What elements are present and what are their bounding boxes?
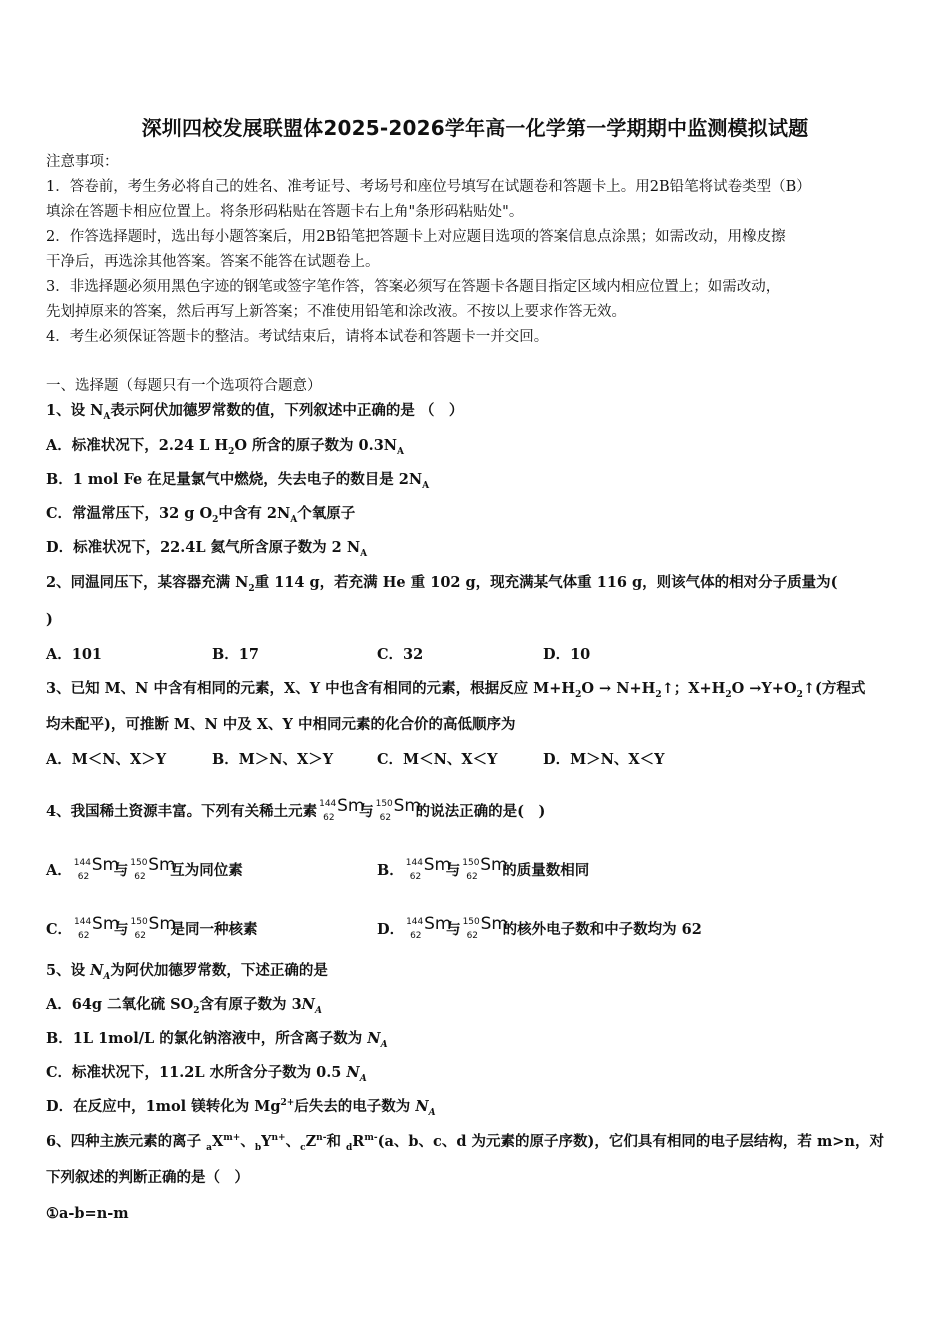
question-3-stem: 3、已知 M、N 中含有相同的元素，X、Y 中也含有相同的元素，根据反应 $M+H_2O$ → $N+H_2↑$；$X+H_2O$ $\to Y+O_2↑$(方程式 [46,680,866,700]
question-1-stem: 1、设 $N_A$表示阿伏加德罗常数的值，下列叙述中正确的是 （ ） [46,402,464,422]
notice-line: 干净后，再选涂其他答案。答案不能答在试题卷上。 [46,254,380,270]
question-6-item-1: ①a-b=n-m [46,1205,129,1222]
question-3-option-b: B．M＞N、X＞Y [212,751,334,768]
question-1-option-b: B．1 mol Fe 在足量氯气中燃烧，失去电子的数目是 $2N_A$ [46,471,430,491]
question-6-stem: 6、四种主族元素的离子 $_aX^{m+}$、$_bY^{n+}$、$_cZ^{n-}$和 $_dR^{m-}(a$、b、c、d 为元素的原子序数)，它们具有相同的电子层结构，若 m>n，对 [46,1133,884,1153]
notice-line: 填涂在答题卡相应位置上。将条形码粘贴在答题卡右上角"条形码粘贴处"。 [46,204,524,220]
question-5-option-a: A．64g 二氧化硫 $SO_2$含有原子数为 $3N_A$ [46,996,322,1016]
isotope-sm-150: 150 62 Sm [375,796,421,823]
question-6-stem-cont: 下列叙述的判断正确的是（ ） [46,1169,249,1186]
question-1-option-d: D．标准状况下，22.4L 氦气所含原子数为 2 $N_A$ [46,539,368,559]
notice-heading: 注意事项： [46,154,119,170]
question-5-option-b: B．1L 1mol/L 的氯化钠溶液中，所含离子数为 $N_A$ [46,1030,388,1050]
isotope-sm-150: 150 62 Sm [130,855,176,882]
question-3-stem-cont: 均未配平)，可推断 M、N 中及 X、Y 中相同元素的化合价的高低顺序为 [46,716,516,733]
notice-line: 1．答卷前，考生务必将自己的姓名、准考证号、考场号和座位号填写在试题卷和答题卡上。用2B铅笔将试卷类型（B） [46,179,811,195]
page-title: 深圳四校发展联盟体2025-2026学年高一化学第一学期期中监测模拟试题 [141,116,809,140]
isotope-sm-144: 144 62 Sm [405,855,452,882]
question-2-option-c: C．32 [377,646,424,663]
isotope-sm-150: 150 62 Sm [130,914,176,941]
question-2-option-d: D．10 [543,646,591,663]
question-3-option-a: A．M＜N、X＞Y [46,751,167,768]
isotope-sm-150: 150 62 Sm [462,855,508,882]
question-4-option-c: C． 144 62 Sm 与 150 62 Sm 是同一种核素 [46,914,258,941]
isotope-sm-150: 150 62 Sm [462,914,508,941]
question-2-stem-end: ) [46,611,53,628]
question-3-option-d: D．M＞N、X＜Y [543,751,665,768]
question-3-option-c: C．M＜N、X＜Y [377,751,498,768]
isotope-sm-144: 144 62 Sm [406,914,452,941]
question-4-option-d: D． 144 62 Sm 与 150 62 Sm 的核外电子数和中子数均为 62 [377,914,702,941]
question-1-option-c: C．常温常压下，32 g $O_2$中含有 $2N_A$个氧原子 [46,505,356,525]
isotope-sm-144: 144 62 Sm [73,855,120,882]
section-heading: 一、选择题（每题只有一个选项符合题意） [46,378,322,394]
notice-line: 先划掉原来的答案，然后再写上新答案；不准使用铅笔和涂改液。不按以上要求作答无效。 [46,304,626,320]
question-2-option-b: B．17 [212,646,259,663]
isotope-sm-144: 144 62 Sm [74,914,120,941]
question-5-option-c: C．标准状况下，11.2L 水所含分子数为 0.5 $N_A$ [46,1064,367,1084]
notice-line: 2．作答选择题时，选出每小题答案后，用2B铅笔把答题卡上对应题目选项的答案信息点涂黑；如需改动，用橡皮擦 [46,229,786,245]
notice-line: 4．考生必须保证答题卡的整洁。考试结束后，请将本试卷和答题卡一并交回。 [46,329,549,345]
question-5-option-d: D．在反应中，1mol 镁转化为 $Mg^{2+}$后失去的电子数为 $N_A$ [46,1098,436,1118]
question-4-option-b: B． 144 62 Sm 与 150 62 Sm 的质量数相同 [377,855,590,882]
question-4-option-a: A． 144 62 Sm 与 150 62 Sm 互为同位素 [46,855,243,882]
question-2-option-a: A．101 [46,646,103,663]
notice-line: 3．非选择题必须用黑色字迹的钢笔或签字笔作答，答案必须写在答题卡各题目指定区域内相应位置上；如需改动， [46,279,781,295]
question-1-option-a: A．标准状况下，2.24 L $H_2O$ 所含的原子数为 $0.3N_A$ [46,437,405,457]
question-4-stem: 4、我国稀土资源丰富。下列有关稀土元素 144 62 Sm 与 150 62 Sm 的说法正确的是( ) [46,796,546,823]
question-5-stem: 5、设 $N_A$为阿伏加德罗常数，下述正确的是 [46,962,328,982]
isotope-sm-144: 144 62 Sm [319,796,365,823]
question-2-stem: 2、同温同压下，某容器充满 $N_2$重 114 g，若充满 He 重 102 g，现充满某气体重 116 g，则该气体的相对分子质量为( [46,574,838,594]
